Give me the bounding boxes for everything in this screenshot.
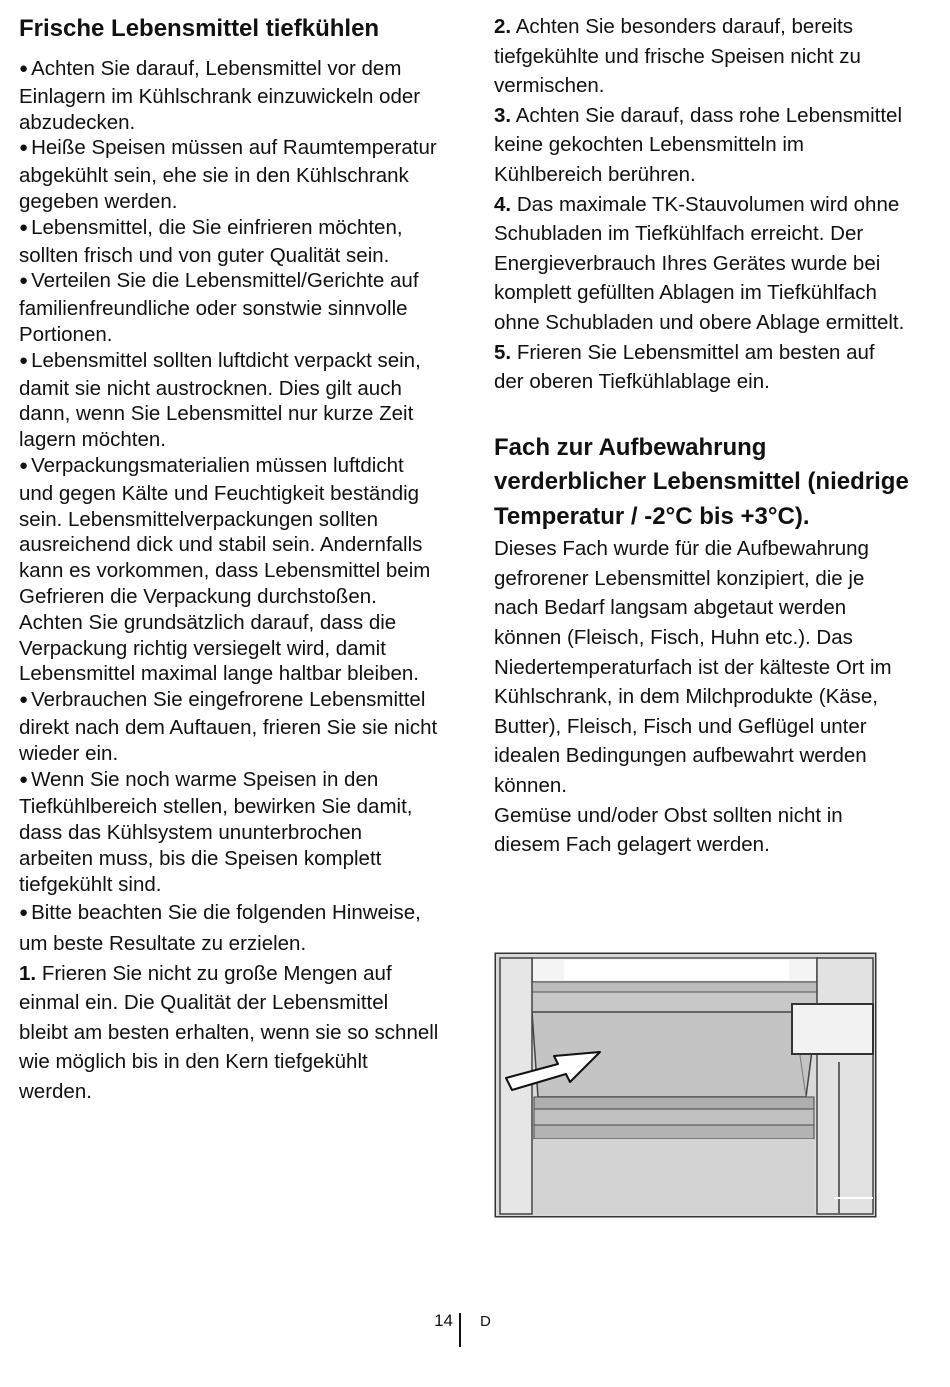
bullet-item: ● Lebensmittel, die Sie einfrieren möchten, sollten frisch und von guter Qualität sein.	[19, 215, 403, 267]
footer-divider	[459, 1313, 461, 1347]
bullet-icon: ●	[19, 60, 29, 77]
bullet-icon: ●	[19, 903, 29, 921]
numbered-item-2: 2. Achten Sie besonders darauf, bereits tiefgekühlte und frische Speisen nicht zu vermischen.	[494, 15, 861, 98]
fridge-drawing-icon	[494, 952, 877, 1218]
section-title-freezing: Frische Lebensmittel tiefkühlen	[19, 15, 380, 42]
language-code: D	[480, 1313, 491, 1330]
numbered-item-5: 5. Frieren Sie Lebensmittel am besten auf der oberen Tiefkühlablage ein.	[494, 340, 875, 394]
right-column	[494, 0, 909, 860]
section-title-chiller: Fach zur Aufbewahrung verderblicher Lebensmittel (niedrige Temperatur / -2°C bis +3°C).	[494, 433, 909, 530]
bullet-icon: ●	[19, 770, 29, 788]
page-number: 14	[434, 1311, 453, 1330]
numbered-item-4: 4. Das maximale TK-Stauvolumen wird ohne Schubladen im Tiefkühlfach erreicht. Der Energieverbrauch Ihres Gerätes wurde bei komplett gefüllten Ablagen im Tiefkühlfach ohne Schubladen und obere Ablage ermittelt.	[494, 192, 905, 334]
bullet-icon: ●	[19, 351, 29, 369]
left-column	[19, 0, 439, 1106]
bullet-item: ● Achten Sie darauf, Lebensmittel vor dem Einlagern im Kühlschrank einzuwickeln oder abzudecken.	[19, 57, 421, 134]
numbered-item-3: 3. Achten Sie darauf, dass rohe Lebensmittel keine gekochten Lebensmitteln im Kühlbereich berühren.	[494, 103, 903, 186]
bullet-item: ● Verteilen Sie die Lebensmittel/Gerichte auf familienfreundliche oder sonstwie sinnvolle Portionen.	[19, 269, 419, 346]
bullet-item: ● Lebensmittel sollten luftdicht verpackt sein, damit sie nicht austrocknen. Dies gilt auch dann, wenn Sie Lebensmittel nur kurze Zeit lagern möchten.	[19, 348, 421, 452]
bullet-item: ● Heiße Speisen müssen auf Raumtemperatur abgekühlt sein, ehe sie in den Kühlschrank gegeben werden.	[19, 136, 437, 213]
numbered-item-1: 1. Frieren Sie nicht zu große Mengen auf einmal ein. Die Qualität der Lebensmittel bleibt am besten erhalten, wenn sie so schnell wie möglich bis in den Kern tiefgekühlt werden.	[19, 961, 439, 1103]
bullet-item: ● Bitte beachten Sie die folgenden Hinweise, um beste Resultate zu erzielen.	[19, 900, 421, 955]
bullet-item: ● Verbrauchen Sie eingefrorene Lebensmittel direkt nach dem Auftauen, frieren Sie sie nicht wieder ein.	[19, 688, 438, 765]
chiller-note: Gemüse und/oder Obst sollten nicht in diesem Fach gelagert werden.	[494, 803, 843, 857]
item-number: 1.	[19, 961, 37, 985]
bullet-icon: ●	[19, 691, 29, 709]
bullet-icon: ●	[19, 456, 29, 474]
item-number: 5.	[494, 340, 512, 364]
bullet-item: ● Verpackungsmaterialien müssen luftdicht und gegen Kälte und Feuchtigkeit beständig sein. Lebensmittelverpackungen sollten ausreichend dick und stabil sein. Andernfalls kann es vorkommen, dass Lebensmittel beim Gefrieren die Verpackung durchstoßen. Achten Sie grundsätzlich darauf, dass die Verpackung richtig versiegelt wird, damit Lebensmittel maximal lange haltbar bleiben.	[19, 453, 431, 686]
chiller-description: Dieses Fach wurde für die Aufbewahrung gefrorener Lebensmittel konzipiert, die je nach Bedarf langsam abgetaut werden können (Fleisch, Fisch, Huhn etc.). Das Niedertemperaturfach ist der kälteste Ort im Kühlschrank, in dem Milchprodukte (Käse, Butter), Fleisch, Fisch und Geflügel unter idealen Bedingungen aufbewahrt werden können.	[494, 537, 892, 797]
item-number: 2.	[494, 15, 512, 38]
bullet-icon: ●	[19, 218, 29, 236]
bullet-icon: ●	[19, 139, 29, 157]
page-footer	[0, 1305, 950, 1355]
bullet-item: ● Wenn Sie noch warme Speisen in den Tiefkühlbereich stellen, bewirken Sie damit, dass das Kühlsystem ununterbrochen arbeiten muss, bis die Speisen komplett tiefgekühlt sind.	[19, 767, 413, 896]
chiller-compartment-illustration	[494, 952, 877, 1218]
item-number: 3.	[494, 103, 512, 127]
item-number: 4.	[494, 192, 512, 216]
bullet-icon: ●	[19, 272, 29, 290]
